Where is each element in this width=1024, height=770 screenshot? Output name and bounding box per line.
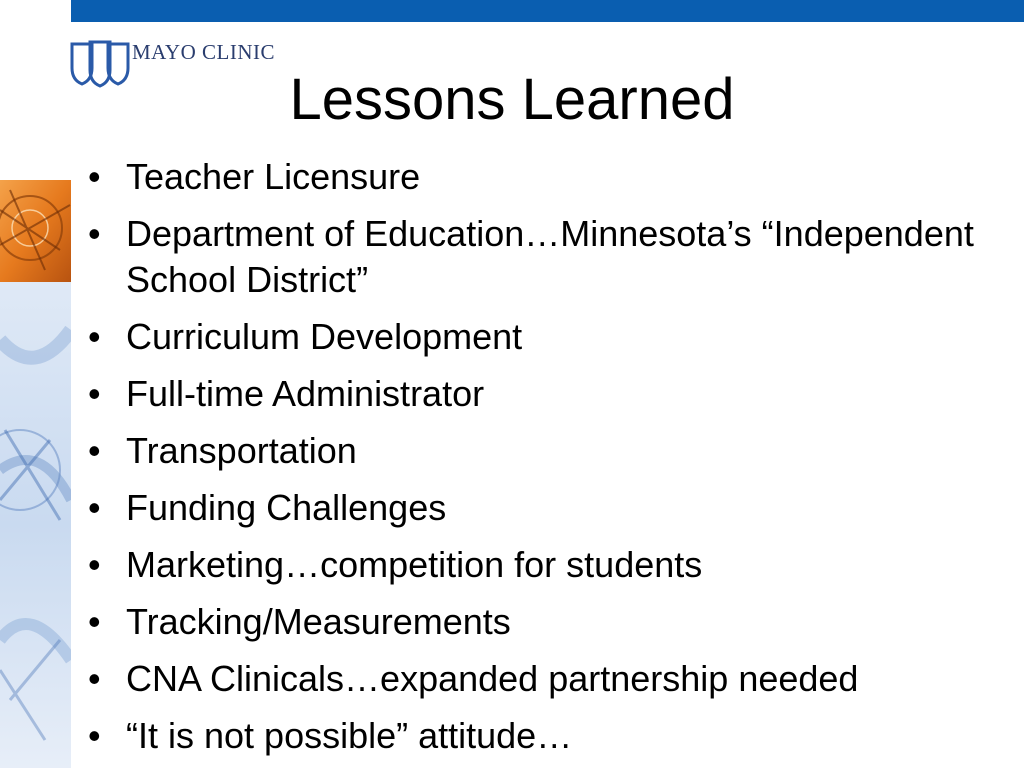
bullet-item — [88, 542, 1008, 588]
bullet-list — [88, 154, 1008, 770]
bullet-text: Tracking/Measurements — [126, 601, 511, 642]
bullet-text: CNA Clinicals…expanded partnership needed — [126, 658, 859, 699]
bullet-item — [88, 314, 1008, 360]
top-accent-bar — [71, 0, 1024, 22]
slide-title: Lessons Learned — [289, 67, 735, 132]
bullet-text: Transportation — [126, 430, 357, 471]
logo-text: MAYO CLINIC — [132, 40, 275, 64]
bullet-glyph: • — [88, 316, 101, 357]
bullet-item — [88, 485, 1008, 531]
bullet-text: Department of Education…Minnesota’s “Independent School District” — [126, 213, 974, 300]
bullet-item — [88, 371, 1008, 417]
bullet-glyph: • — [88, 373, 101, 414]
bullet-glyph: • — [88, 715, 101, 756]
bullet-glyph: • — [88, 601, 101, 642]
bullet-item — [88, 599, 1008, 645]
bullet-item — [88, 428, 1008, 474]
bullet-glyph: • — [88, 430, 101, 471]
bullet-text: Marketing…competition for students — [126, 544, 703, 585]
bullet-item — [88, 211, 1008, 303]
bullet-text: Full-time Administrator — [126, 373, 485, 414]
bullet-glyph: • — [88, 487, 101, 528]
bullet-text: “It is not possible” attitude… — [126, 715, 573, 756]
bullet-text: Teacher Licensure — [126, 156, 421, 197]
bullet-item — [88, 656, 1008, 702]
bullet-glyph: • — [88, 156, 101, 197]
bullet-glyph: • — [88, 658, 101, 699]
bullet-glyph: • — [88, 213, 101, 254]
bullet-text: Funding Challenges — [126, 487, 447, 528]
bullet-glyph: • — [88, 544, 101, 585]
bullet-text: Curriculum Development — [126, 316, 523, 357]
bullet-item — [88, 713, 1008, 759]
bullet-item — [88, 154, 1008, 200]
